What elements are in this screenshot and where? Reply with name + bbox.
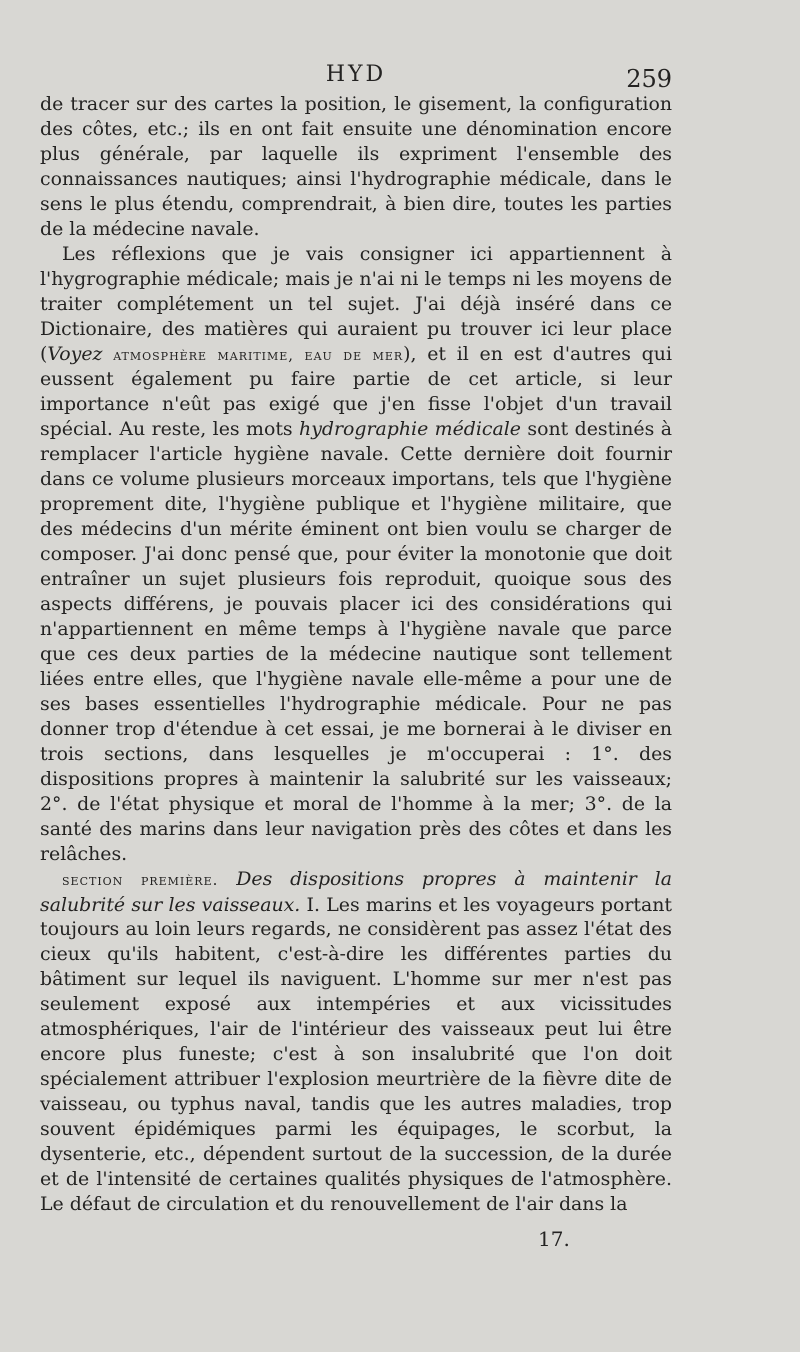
section-title: Des dispositions propres à maintenir la salubrité sur les vaisseaux. bbox=[40, 867, 672, 916]
paragraph-section-one bbox=[40, 867, 672, 1217]
running-head bbox=[40, 60, 672, 92]
section-text: I. Les marins et les voyageurs portant toujours au loin leurs regards, ne considèrent pas assez l'état des cieux qu'ils habitent, c'est-à-dire les différentes parties du bâtiment sur lequel ils naviguent. L'homme sur mer n'est pas seulement exposé aux intempéries et aux vicissitudes atmosphériques, l'air de l'intérieur des vaisseaux peut lui être encore plus funeste; c'est à son insalubrité que l'on doit spécialement attribuer l'explosion meurtrière de la fièvre dite de vaisseau, ou typhus naval, tandis que les autres maladies, trop souvent épidémiques parmi les équipages, le scorbut, la dysenterie, etc., dépendent surtout de la succession, de la durée et de l'intensité de certaines qualités physiques de l'atmosphère. Le défaut de circulation et du renouvellement de l'air dans la bbox=[40, 893, 672, 1215]
intro-text-part-2: ), et il en est d'autres qui eussent également pu faire partie de cet article, si leur importance n'eût pas exigé que j'en fisse l'objet d'un travail spécial. Au reste, les mots bbox=[40, 342, 672, 441]
page-number: 259 bbox=[626, 65, 672, 93]
cross-references: atmosphère maritime, eau de mer bbox=[113, 345, 404, 364]
paragraph-continuation: de tracer sur des cartes la position, le gisement, la configuration des côtes, etc.; ils en ont fait ensuite une dénomination encore plus générale, par laquelle ils expriment l'ensemble des connaissances nautiques; ainsi l'hydrographie médicale, dans le sens le plus étendu, comprendrait, à bien dire, toutes les parties de la médecine navale. bbox=[40, 93, 672, 240]
section-label: section première. bbox=[62, 870, 219, 889]
intro-text-part-3: sont destinés à remplacer l'article hygiène navale. Cette dernière doit fournir dans ce volume plusieurs morceaux importans, tels que l'hygiène proprement dite, l'hygiène publique et l'hygiène militaire, que des médecins d'un mérite éminent ont bien voulu se charger de composer. J'ai donc pensé que, pour éviter la monotonie que doit entraîner un sujet plusieurs fois reproduit, quoique sous des aspects différens, je pouvais placer ici des considérations qui n'appartiennent en même temps à l'hygiène navale que parce que ces deux parties de la médecine nautique sont tellement liées entre elles, que l'hygiène navale elle-même a pour une de ses bases essentielles l'hydrographie médicale. Pour ne pas donner trop d'étendue à cet essai, je me bornerai à le diviser en trois sections, dans lesquelles je m'occuperai : 1°. des dispositions propres à maintenir la salubrité sur les vaisseaux; 2°. de l'état physique et moral de l'homme à la mer; 3°. de la santé des marins dans leur navigation près des côtes et dans les relâches. bbox=[40, 418, 672, 865]
signature-mark: 17. bbox=[538, 1227, 570, 1251]
italic-term: hydrographie médicale bbox=[299, 418, 521, 441]
paragraph-introduction bbox=[40, 242, 672, 867]
voyez-reference: Voyez bbox=[47, 342, 103, 365]
running-title: HYD bbox=[325, 62, 387, 87]
intro-text-part-1: Les réflexions que je vais consigner ici appartiennent à l'hygrographie médicale; mais je n'ai ni le temps ni les moyens de traiter complétement un tel sujet. J'ai déjà inséré dans ce Dictionaire, des matières qui auraient pu trouver ici leur place ( bbox=[40, 242, 672, 365]
body-text bbox=[40, 92, 672, 1217]
